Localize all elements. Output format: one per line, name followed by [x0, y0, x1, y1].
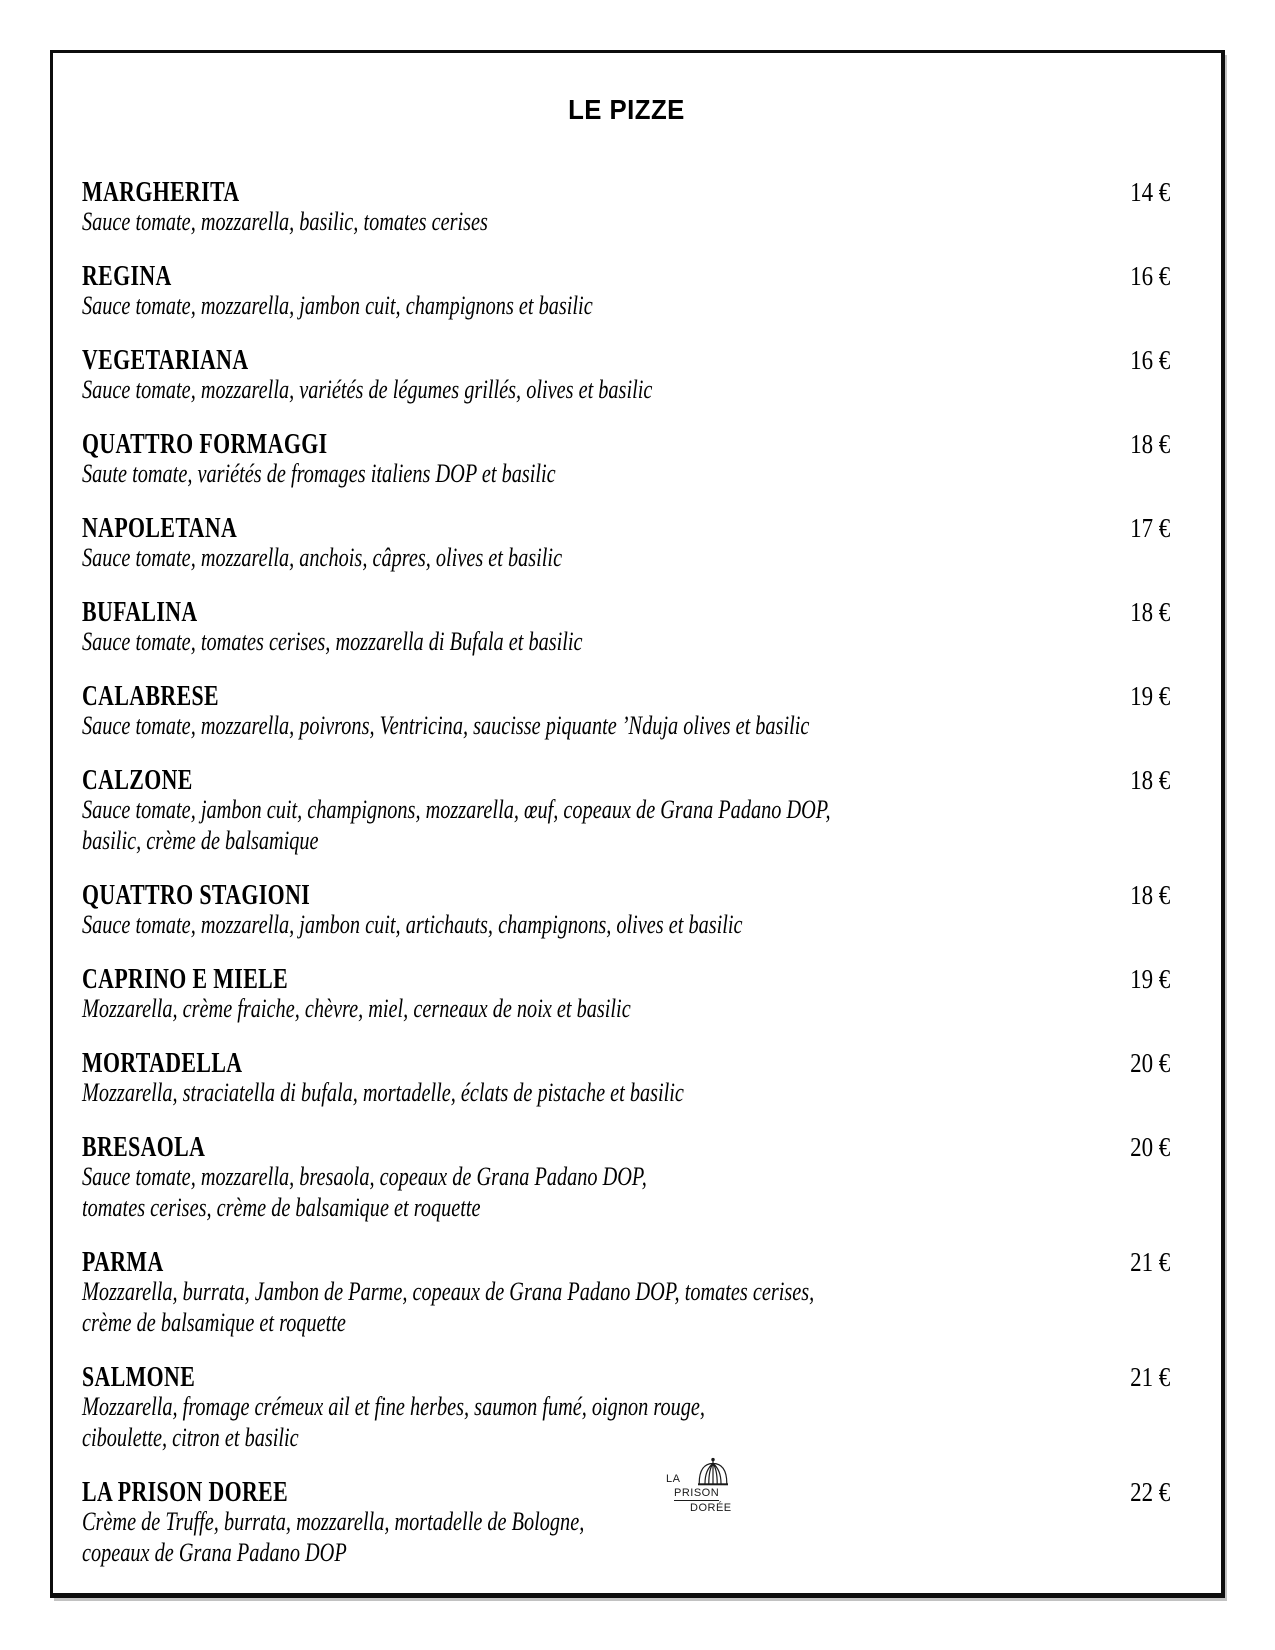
item-name: BUFALINA [82, 597, 198, 628]
menu-item [82, 880, 1170, 942]
item-description [82, 544, 1170, 575]
item-description [82, 1508, 1170, 1570]
item-price: 18 € [1129, 597, 1170, 627]
menu-items-list [82, 177, 1170, 1570]
item-price: 21 € [1129, 1362, 1170, 1392]
menu-item-header [82, 177, 1170, 208]
item-name: CALZONE [82, 765, 193, 796]
item-description-line [82, 1309, 1170, 1340]
menu-item [82, 1132, 1170, 1225]
menu-item-header [82, 681, 1170, 712]
item-description-text: Sauce tomate, mozzarella, bresaola, copeaux de Grana Padano DOP, [82, 1162, 647, 1191]
item-name: NAPOLETANA [82, 513, 238, 544]
item-description-text: Sauce tomate, mozzarella, basilic, tomates cerises [82, 207, 488, 236]
menu-item [82, 681, 1170, 743]
item-name: CAPRINO E MIELE [82, 964, 289, 995]
item-description-text: Sauce tomate, mozzarella, poivrons, Ventricina, saucisse piquante ’Nduja olives et basilic [82, 711, 810, 740]
item-price: 22 € [1129, 1477, 1170, 1507]
item-description-line [82, 208, 1170, 239]
item-name: QUATTRO STAGIONI [82, 880, 311, 911]
item-description-text: Mozzarella, straciatella di bufala, mortadelle, éclats de pistache et basilic [82, 1078, 684, 1107]
item-price: 19 € [1129, 681, 1170, 711]
item-description [82, 1079, 1170, 1110]
item-description-line [82, 1194, 1170, 1225]
item-description-text: Mozzarella, burrata, Jambon de Parme, copeaux de Grana Padano DOP, tomates cerises, [82, 1277, 815, 1306]
menu-item-header [82, 429, 1170, 460]
item-description [82, 1278, 1170, 1340]
menu-item [82, 1362, 1170, 1455]
item-description-text: copeaux de Grana Padano DOP [82, 1538, 347, 1567]
menu-item-header [82, 1132, 1170, 1163]
item-description-text: tomates cerises, crème de balsamique et roquette [82, 1193, 481, 1222]
item-description-line [82, 628, 1170, 659]
menu-item [82, 345, 1170, 407]
menu-page-frame [50, 50, 1225, 1598]
menu-item-header [82, 880, 1170, 911]
item-description-line [82, 1508, 1170, 1539]
menu-item [82, 1477, 1170, 1570]
item-description-line [82, 712, 1170, 743]
item-description [82, 911, 1170, 942]
item-price: 20 € [1129, 1048, 1170, 1078]
item-price: 18 € [1129, 765, 1170, 795]
item-name: CALABRESE [82, 681, 220, 712]
menu-item [82, 964, 1170, 1026]
item-price: 20 € [1129, 1132, 1170, 1162]
item-price: 16 € [1129, 261, 1170, 291]
item-name: BRESAOLA [82, 1132, 206, 1163]
item-name: SALMONE [82, 1362, 196, 1393]
item-price: 18 € [1129, 429, 1170, 459]
page-title-text: LE PIZZE [567, 94, 685, 125]
item-description-text: Sauce tomate, mozzarella, jambon cuit, artichauts, champignons, olives et basilic [82, 910, 743, 939]
item-name: QUATTRO FORMAGGI [82, 429, 328, 460]
item-price: 18 € [1129, 880, 1170, 910]
logo-text-doree: DORÉE [690, 1502, 732, 1514]
item-description-line [82, 376, 1170, 407]
item-description [82, 1163, 1170, 1225]
item-description-line [82, 460, 1170, 491]
item-description-line [82, 1539, 1170, 1570]
menu-item [82, 597, 1170, 659]
item-description-line [82, 1079, 1170, 1110]
menu-item-header [82, 345, 1170, 376]
menu-item [82, 1048, 1170, 1110]
item-description-text: Sauce tomate, jambon cuit, champignons, mozzarella, œuf, copeaux de Grana Padano DOP, [82, 795, 831, 824]
item-name: MARGHERITA [82, 177, 240, 208]
logo-text-prison: PRISON [674, 1487, 720, 1499]
menu-item [82, 261, 1170, 323]
item-description [82, 1393, 1170, 1455]
item-description-line [82, 1278, 1170, 1309]
item-description-text: Sauce tomate, mozzarella, variétés de légumes grillés, olives et basilic [82, 375, 653, 404]
item-description-text: Sauce tomate, tomates cerises, mozzarella di Bufala et basilic [82, 627, 583, 656]
item-description [82, 460, 1170, 491]
item-description [82, 628, 1170, 659]
item-price: 21 € [1129, 1247, 1170, 1277]
item-description [82, 292, 1170, 323]
item-name: VEGETARIANA [82, 345, 249, 376]
item-price: 19 € [1129, 964, 1170, 994]
restaurant-logo [666, 1457, 738, 1515]
item-description-text: basilic, crème de balsamique [82, 826, 319, 855]
menu-item-header [82, 1362, 1170, 1393]
item-description [82, 712, 1170, 743]
menu-item-header [82, 1048, 1170, 1079]
item-description [82, 208, 1170, 239]
birdcage-dome-icon [698, 1457, 728, 1486]
item-description [82, 995, 1170, 1026]
item-description-text: Mozzarella, crème fraiche, chèvre, miel, cerneaux de noix et basilic [82, 994, 631, 1023]
item-name: PARMA [82, 1247, 164, 1278]
menu-item [82, 177, 1170, 239]
item-description-line [82, 827, 1170, 858]
item-price: 17 € [1129, 513, 1170, 543]
item-description-text: Sauce tomate, mozzarella, jambon cuit, champignons et basilic [82, 291, 593, 320]
menu-item [82, 429, 1170, 491]
logo-text-la: LA [666, 1473, 681, 1485]
menu-item [82, 513, 1170, 575]
menu-item-header [82, 765, 1170, 796]
item-description-text: crème de balsamique et roquette [82, 1308, 346, 1337]
item-description-text: Mozzarella, fromage crémeux ail et fine herbes, saumon fumé, oignon rouge, [82, 1392, 705, 1421]
page-title [82, 93, 1170, 127]
item-name: REGINA [82, 261, 172, 292]
menu-item-header [82, 261, 1170, 292]
item-description-line [82, 1163, 1170, 1194]
item-description-line [82, 995, 1170, 1026]
menu-item-header [82, 597, 1170, 628]
item-description [82, 796, 1170, 858]
menu-item-header [82, 1477, 1170, 1508]
item-price: 14 € [1129, 177, 1170, 207]
item-description-text: ciboulette, citron et basilic [82, 1423, 299, 1452]
item-description-text: Crème de Truffe, burrata, mozzarella, mortadelle de Bologne, [82, 1507, 585, 1536]
menu-item-header [82, 964, 1170, 995]
menu-item-header [82, 1247, 1170, 1278]
item-description-line [82, 544, 1170, 575]
item-name: MORTADELLA [82, 1048, 243, 1079]
menu-item [82, 1247, 1170, 1340]
item-description [82, 376, 1170, 407]
menu-item [82, 765, 1170, 858]
item-description-text: Sauce tomate, mozzarella, anchois, câpres, olives et basilic [82, 543, 563, 572]
item-name: LA PRISON DOREE [82, 1477, 289, 1508]
item-description-line [82, 292, 1170, 323]
item-description-line [82, 1393, 1170, 1424]
item-description-line [82, 911, 1170, 942]
menu-item-header [82, 513, 1170, 544]
item-description-line [82, 1424, 1170, 1455]
item-description-text: Saute tomate, variétés de fromages italiens DOP et basilic [82, 459, 556, 488]
item-description-line [82, 796, 1170, 827]
item-price: 16 € [1129, 345, 1170, 375]
